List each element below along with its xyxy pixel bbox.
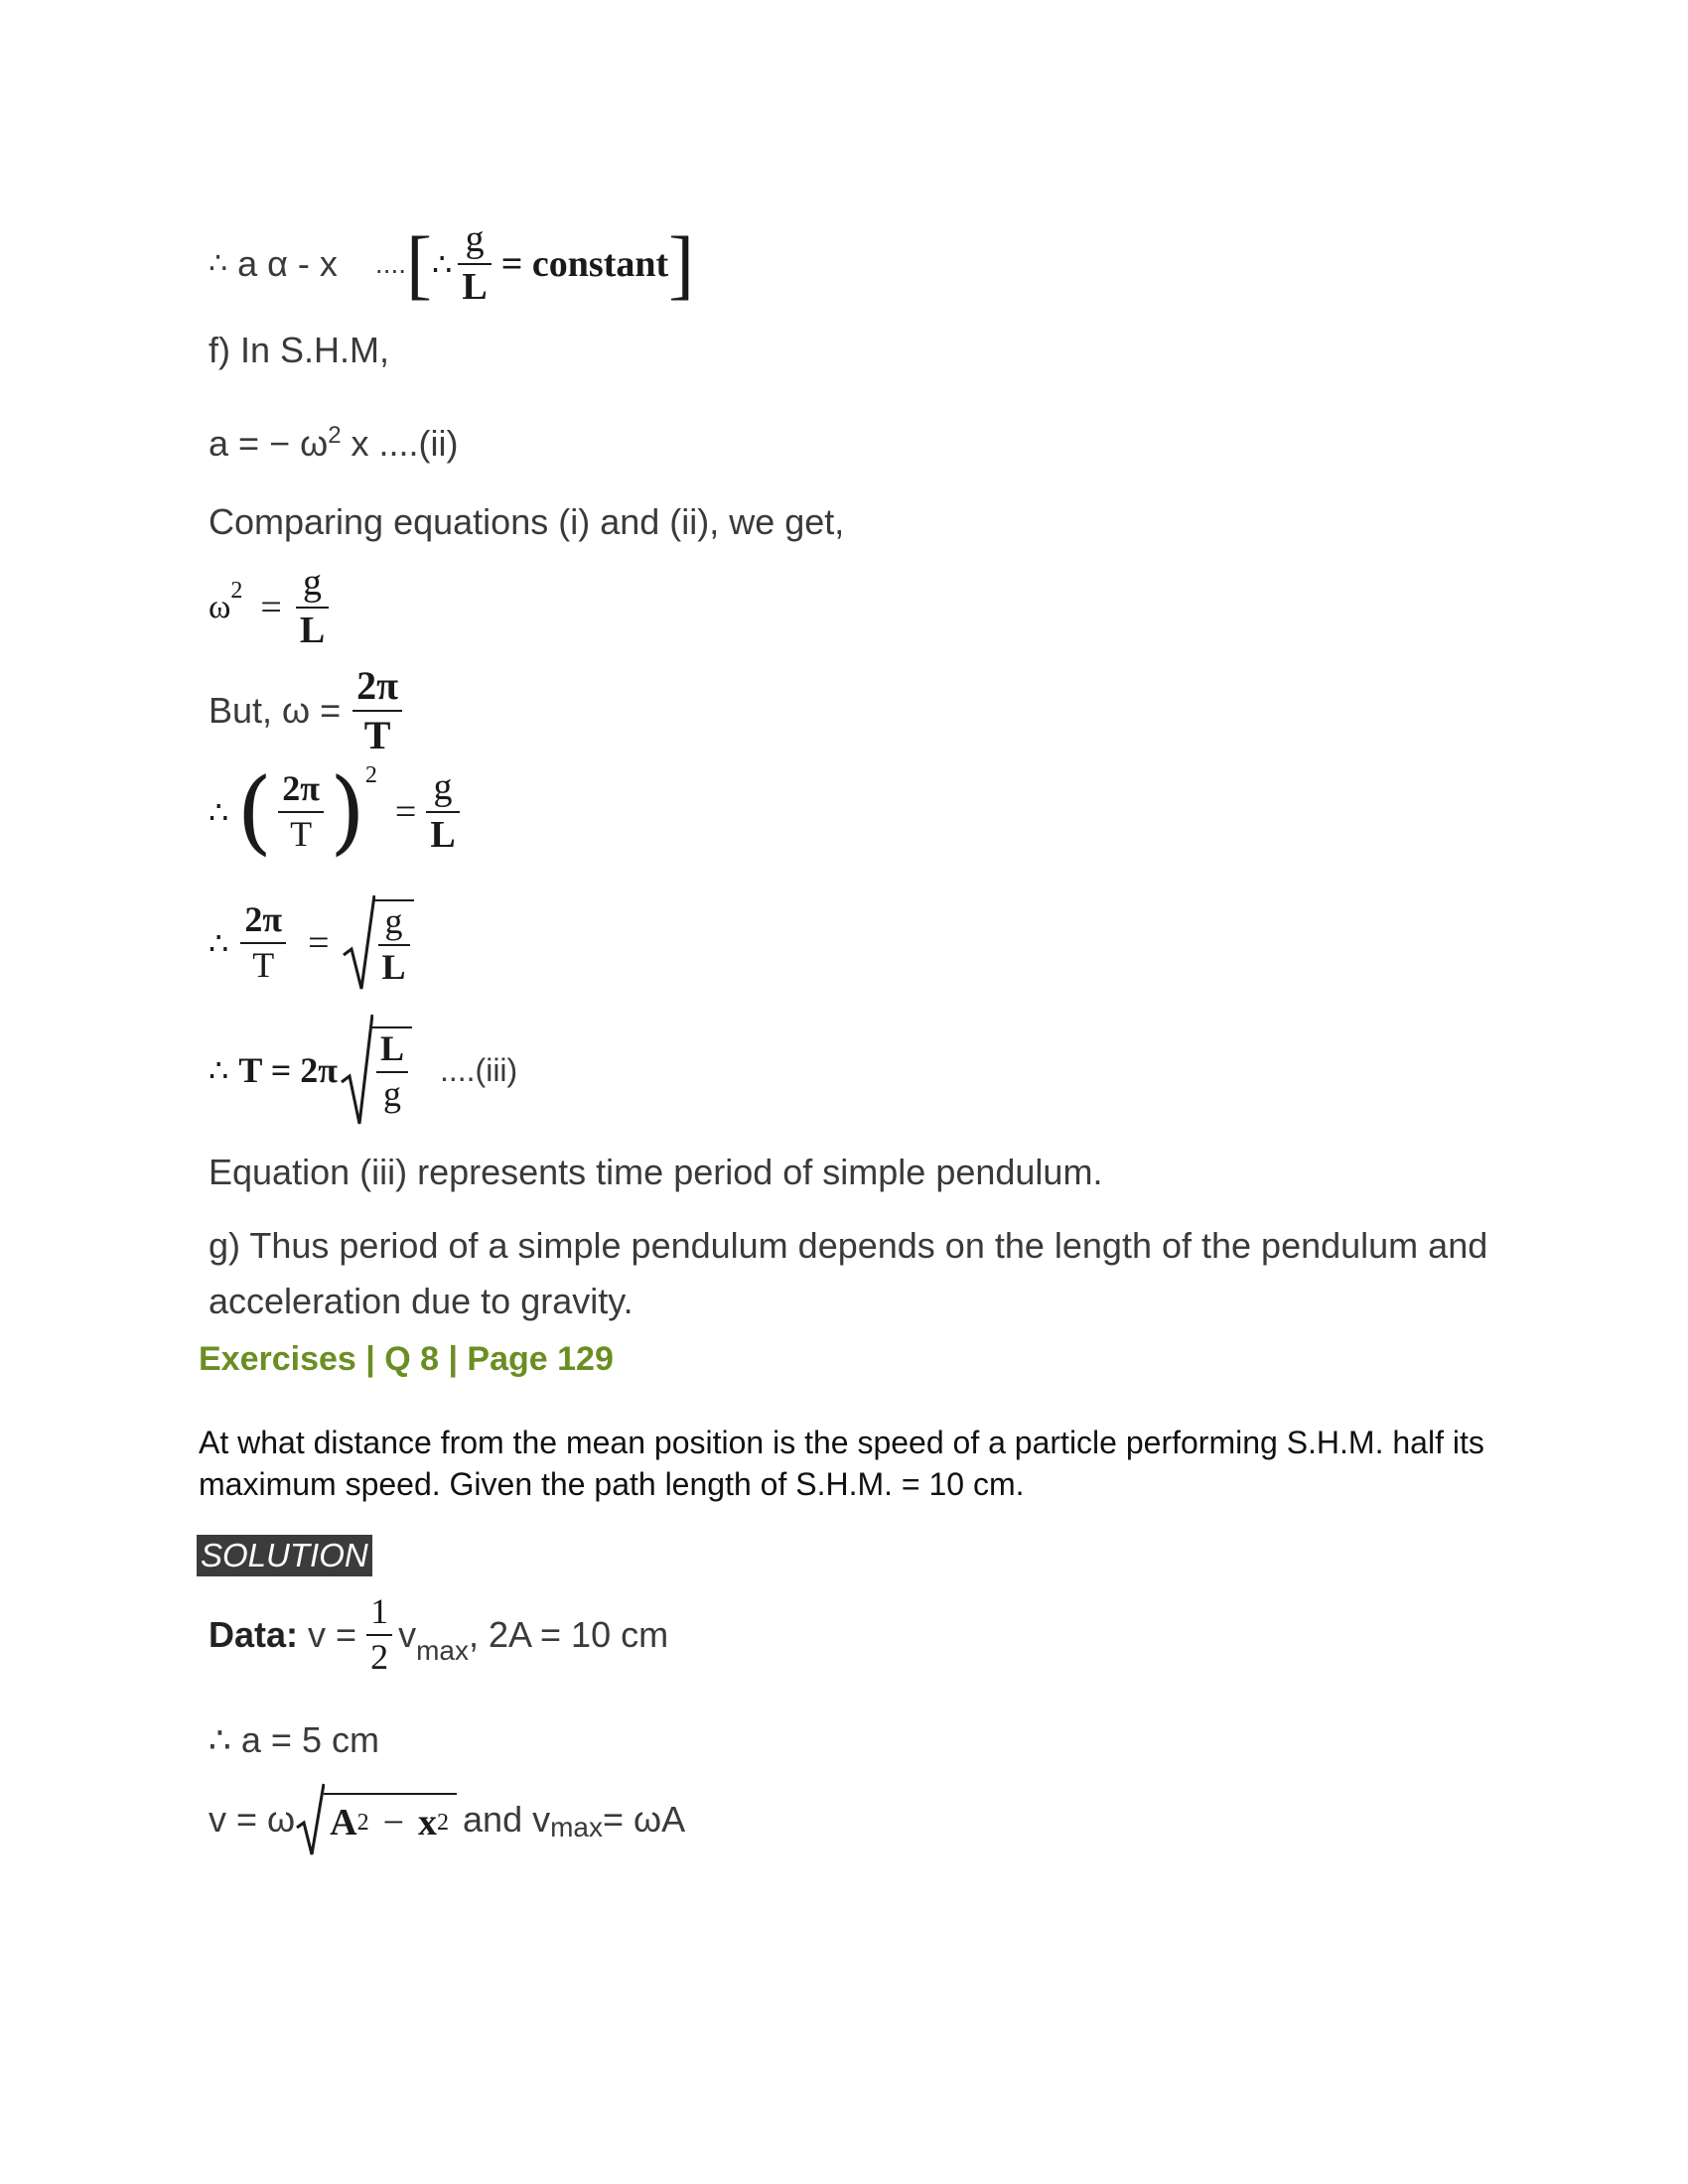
- equals: =: [394, 791, 417, 833]
- left-paren: (: [236, 758, 273, 865]
- fraction-bar: [240, 942, 286, 944]
- fraction-bar: [366, 1634, 392, 1636]
- shm-heading: f) In S.H.M,: [209, 330, 390, 370]
- radicand-x: x: [418, 1802, 438, 1843]
- fraction-numerator: L: [379, 1028, 404, 1069]
- root-equation: [209, 893, 414, 993]
- radicand: [372, 1026, 412, 1114]
- omega: ω: [209, 588, 231, 625]
- fraction-denominator: T: [363, 713, 391, 757]
- radical-sign-icon: [295, 1782, 325, 1857]
- exponent: 2: [437, 1809, 450, 1836]
- fraction-denominator: L: [381, 947, 406, 987]
- max-subscript: max: [550, 1812, 604, 1843]
- v-symbol: v: [398, 1613, 417, 1655]
- radical-sign-icon: [340, 1013, 373, 1128]
- square-root: [340, 1013, 412, 1128]
- g-over-L-fraction: [296, 564, 329, 651]
- and-vmax: and v: [463, 1799, 551, 1840]
- two-pi-over-T-fraction: [278, 770, 324, 854]
- fraction-bar: [378, 944, 410, 946]
- fraction-numerator: g: [433, 766, 453, 809]
- but-omega-text: But, ω =: [209, 690, 342, 731]
- two-pi-over-T-fraction: [352, 665, 402, 756]
- vmax-rest: = ωA: [603, 1799, 686, 1840]
- fraction-bar: [426, 811, 459, 813]
- conclusion-line-2: acceleration due to gravity.: [209, 1281, 633, 1321]
- therefore-symbol: ∴: [209, 247, 228, 281]
- equals: =: [260, 586, 282, 628]
- proportionality-line: [209, 220, 694, 308]
- fraction-denominator: L: [462, 265, 488, 308]
- exercise-heading: Exercises | Q 8 | Page 129: [199, 1340, 614, 1378]
- fraction-numerator: g: [465, 218, 485, 260]
- fraction-bar: [458, 263, 491, 265]
- constant-text: = constant: [500, 242, 669, 285]
- comparing-text: Comparing equations (i) and (ii), we get,: [209, 501, 845, 542]
- omega-squared-equation: [209, 564, 335, 651]
- radicand-A: A: [330, 1802, 357, 1843]
- fraction-denominator: L: [430, 814, 456, 856]
- exponent: 2: [230, 578, 243, 604]
- fraction-numerator: 2π: [356, 663, 399, 708]
- exponent: 2: [364, 762, 377, 788]
- right-bracket: ]: [668, 219, 695, 307]
- fraction-denominator: T: [252, 945, 275, 985]
- fraction-bar: [278, 811, 324, 813]
- equation-iii-statement: Equation (iii) represents time period of simple pendulum.: [209, 1152, 1103, 1192]
- equation-tag: ....(iii): [439, 1051, 518, 1088]
- fraction-numerator: g: [303, 562, 322, 604]
- minus-sign: −: [382, 1802, 405, 1843]
- max-subscript: max: [416, 1634, 469, 1666]
- fraction-denominator: T: [290, 814, 313, 854]
- therefore-symbol: ∴: [209, 794, 229, 830]
- equals: =: [308, 922, 330, 964]
- right-paren: ): [330, 758, 365, 865]
- data-line: [209, 1593, 668, 1677]
- data-lhs: v =: [308, 1613, 357, 1655]
- exponent: 2: [328, 422, 342, 449]
- fraction-numerator: 1: [370, 1591, 389, 1631]
- radical-sign-icon: [342, 893, 375, 993]
- fraction-bar: [376, 1071, 408, 1073]
- exponent: 2: [356, 1809, 369, 1836]
- fraction-numerator: g: [384, 901, 403, 942]
- omega-definition: [209, 665, 408, 756]
- radicand: [374, 899, 414, 987]
- bracket-therefore: ∴: [432, 245, 453, 282]
- equation-lhs: a = − ω: [209, 423, 329, 464]
- g-over-L-fraction: [458, 220, 491, 308]
- square-root: [295, 1782, 457, 1857]
- data-rest: , 2A = 10 cm: [468, 1613, 669, 1655]
- equation-rest: x ....(ii): [341, 423, 459, 464]
- one-half-fraction: [366, 1593, 392, 1677]
- amplitude-line: ∴ a = 5 cm: [209, 1719, 379, 1760]
- fraction-bar: [296, 607, 329, 609]
- fraction-numerator: 2π: [282, 768, 320, 809]
- shm-acceleration-equation: [209, 422, 459, 465]
- period-equation: [209, 1013, 517, 1128]
- fraction-denominator: g: [382, 1074, 401, 1114]
- data-label: Data:: [209, 1613, 299, 1655]
- question-text: At what distance from the mean position is the speed of a particle performing S.H.M. half its maximum speed. Given the path length of S.H.M. = 10 cm.: [199, 1425, 1484, 1502]
- fraction-denominator: L: [299, 609, 326, 651]
- squared-equation: [209, 758, 466, 865]
- proportionality-lhs: a α - x: [237, 242, 338, 284]
- fraction-numerator: 2π: [244, 899, 283, 940]
- g-over-L-fraction: [378, 903, 410, 987]
- L-over-g-fraction: [376, 1030, 408, 1114]
- velocity-equation: [209, 1782, 685, 1857]
- period-lhs: T = 2π: [238, 1050, 338, 1090]
- radicand: [324, 1793, 457, 1846]
- therefore-symbol: ∴: [209, 925, 229, 961]
- left-bracket: [: [406, 219, 433, 307]
- conclusion-line-1: g) Thus period of a simple pendulum depends on the length of the pendulum and: [209, 1225, 1488, 1266]
- solution-label: SOLUTION: [197, 1535, 372, 1576]
- fraction-bar: [352, 710, 402, 712]
- fraction-denominator: 2: [370, 1636, 389, 1677]
- square-root: [342, 893, 414, 993]
- velocity-lhs: v = ω: [209, 1799, 296, 1840]
- dots: ....: [374, 247, 407, 279]
- therefore-symbol: ∴: [209, 1052, 229, 1088]
- g-over-L-fraction: [426, 768, 459, 856]
- two-pi-over-T-fraction: [240, 901, 286, 985]
